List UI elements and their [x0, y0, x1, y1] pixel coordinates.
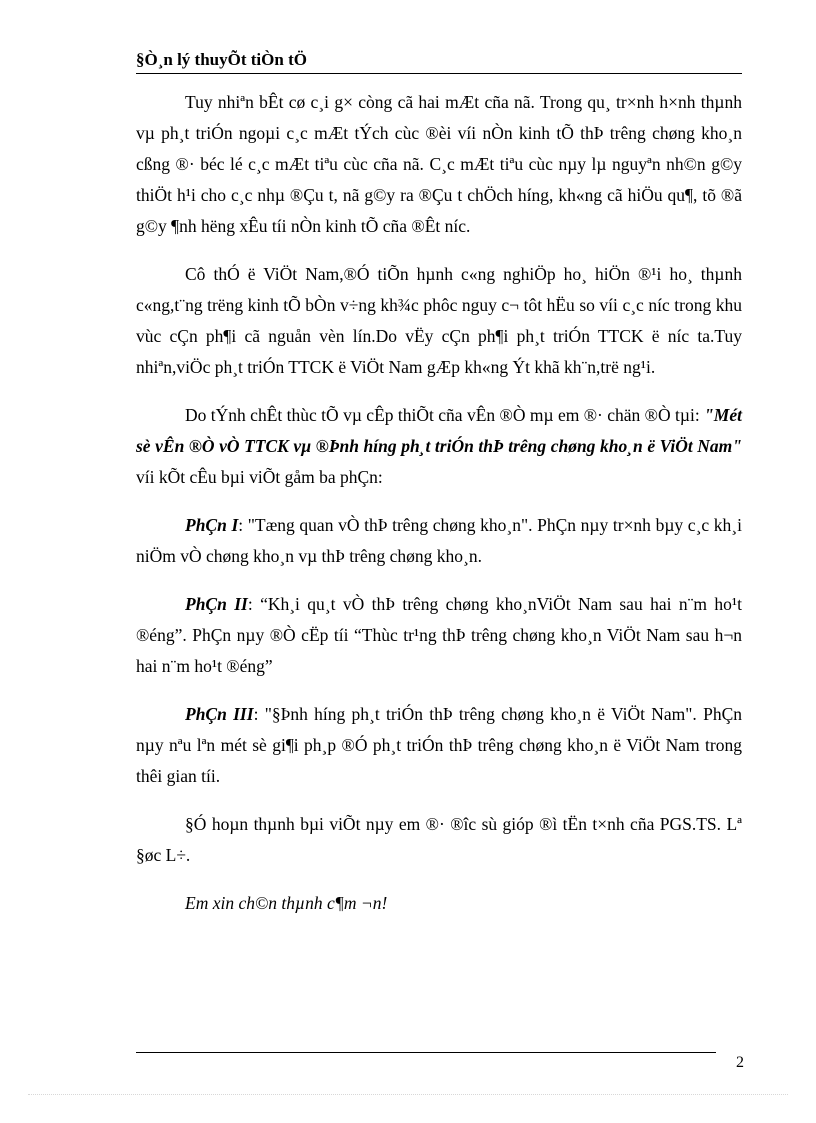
paragraph-intro: Tuy nhiªn bÊt cø c¸i g× còng cã hai mÆt cña nã. Trong qu¸ tr×nh h×nh thµnh vµ ph¸t triÓn ngoµi c¸c mÆt tÝch cùc ®èi víi nÒn kinh tÕ thÞ trêng chøng kho¸n cßng ®· béc lé c¸c mÆt tiªu cùc cña nã. C¸c mÆt tiªu cùc nµy lµ nguyªn nh©n g©y thiÖt h¹i cho c¸c nhµ ®Çu t, nã g©y ra ®Çu t chÖch híng, kh«ng cã hiÖu qu¶, tõ ®ã g©y ¶nh hëng xÊu tíi nÒn kinh tÕ cña ®Êt níc. — [136, 92, 742, 236]
part-two-text: : “Kh¸i qu¸t vÒ thÞ trêng chøng kho¸nViÖt Nam sau hai n¨m ho¹t ®éng”. PhÇn nµy ®Ò cËp tíi “Thùc tr¹ng thÞ trêng chøng kho¸n ViÖt Nam sau h¬n hai n¨m ho¹t ®éng” — [136, 594, 742, 676]
part-one-label: PhÇn I — [185, 515, 239, 535]
document-body — [136, 87, 742, 919]
topic-tail: víi kÕt cÊu bµi viÕt gåm ba phÇn: — [136, 467, 383, 487]
part-three-label: PhÇn III — [185, 704, 254, 724]
page-header: §Ò¸n lý thuyÕt tiÒn tÖ — [136, 48, 742, 74]
part-two — [136, 589, 742, 682]
part-three-text: : "§Þnh híng ph¸t triÓn thÞ trêng chøng kho¸n ë ViÖt Nam". PhÇn nµy nªu lªn mét sè gi¶i ph¸p ®Ó ph¸t triÓn thÞ trêng chøng kho¸n ë ViÖt Nam trong thêi gian tíi. — [136, 704, 743, 786]
page-number: 2 — [736, 1054, 744, 1071]
page-edge-dots — [28, 1094, 788, 1095]
paragraph-thanks: §Ó hoµn thµnh bµi viÕt nµy em ®· ®îc sù gióp ®ì tËn t×nh cña PGS.TS. Lª §øc L÷. — [136, 814, 742, 865]
footer-rule — [136, 1052, 716, 1053]
topic-lead: Do tÝnh chÊt thùc tÕ vµ cÊp thiÕt cña vÊn ®Ò mµ em ®· chän ®Ò tµi: — [185, 405, 705, 425]
closing-line: Em xin ch©n thµnh c¶m ¬n! — [185, 893, 388, 913]
topic-title: "Mét sè vÊn ®Ò vÒ TTCK vµ ®Þnh híng ph¸t triÓn thÞ trêng chøng kho¸n ë ViÖt Nam" — [136, 405, 742, 456]
part-one — [136, 510, 742, 572]
paragraph-vietnam: Cô thÓ ë ViÖt Nam,®Ó tiÕn hµnh c«ng nghiÖp ho¸ hiÖn ®¹i ho¸ thµnh c«ng,t¨ng trëng kinh tÕ bÒn v÷ng kh¾c phôc nguy c¬ tôt hËu so víi c¸c níc trong khu vùc cÇn ph¶i cã nguån vèn lín.Do vËy cÇn ph¶i ph¸t triÓn TTCK ë níc ta.Tuy nhiªn,viÖc ph¸t triÓn TTCK ë ViÖt Nam gÆp kh«ng Ýt khã kh¨n,trë ng¹i. — [136, 264, 742, 377]
part-two-label: PhÇn II — [185, 594, 248, 614]
part-three — [136, 699, 742, 792]
paragraph-topic — [136, 400, 742, 493]
part-one-text: : "Tæng quan vÒ thÞ trêng chøng kho¸n". PhÇn nµy tr×nh bµy c¸c kh¸i niÖm vÒ chøng kho¸n vµ thÞ trêng chøng kho¸n. — [136, 515, 742, 566]
